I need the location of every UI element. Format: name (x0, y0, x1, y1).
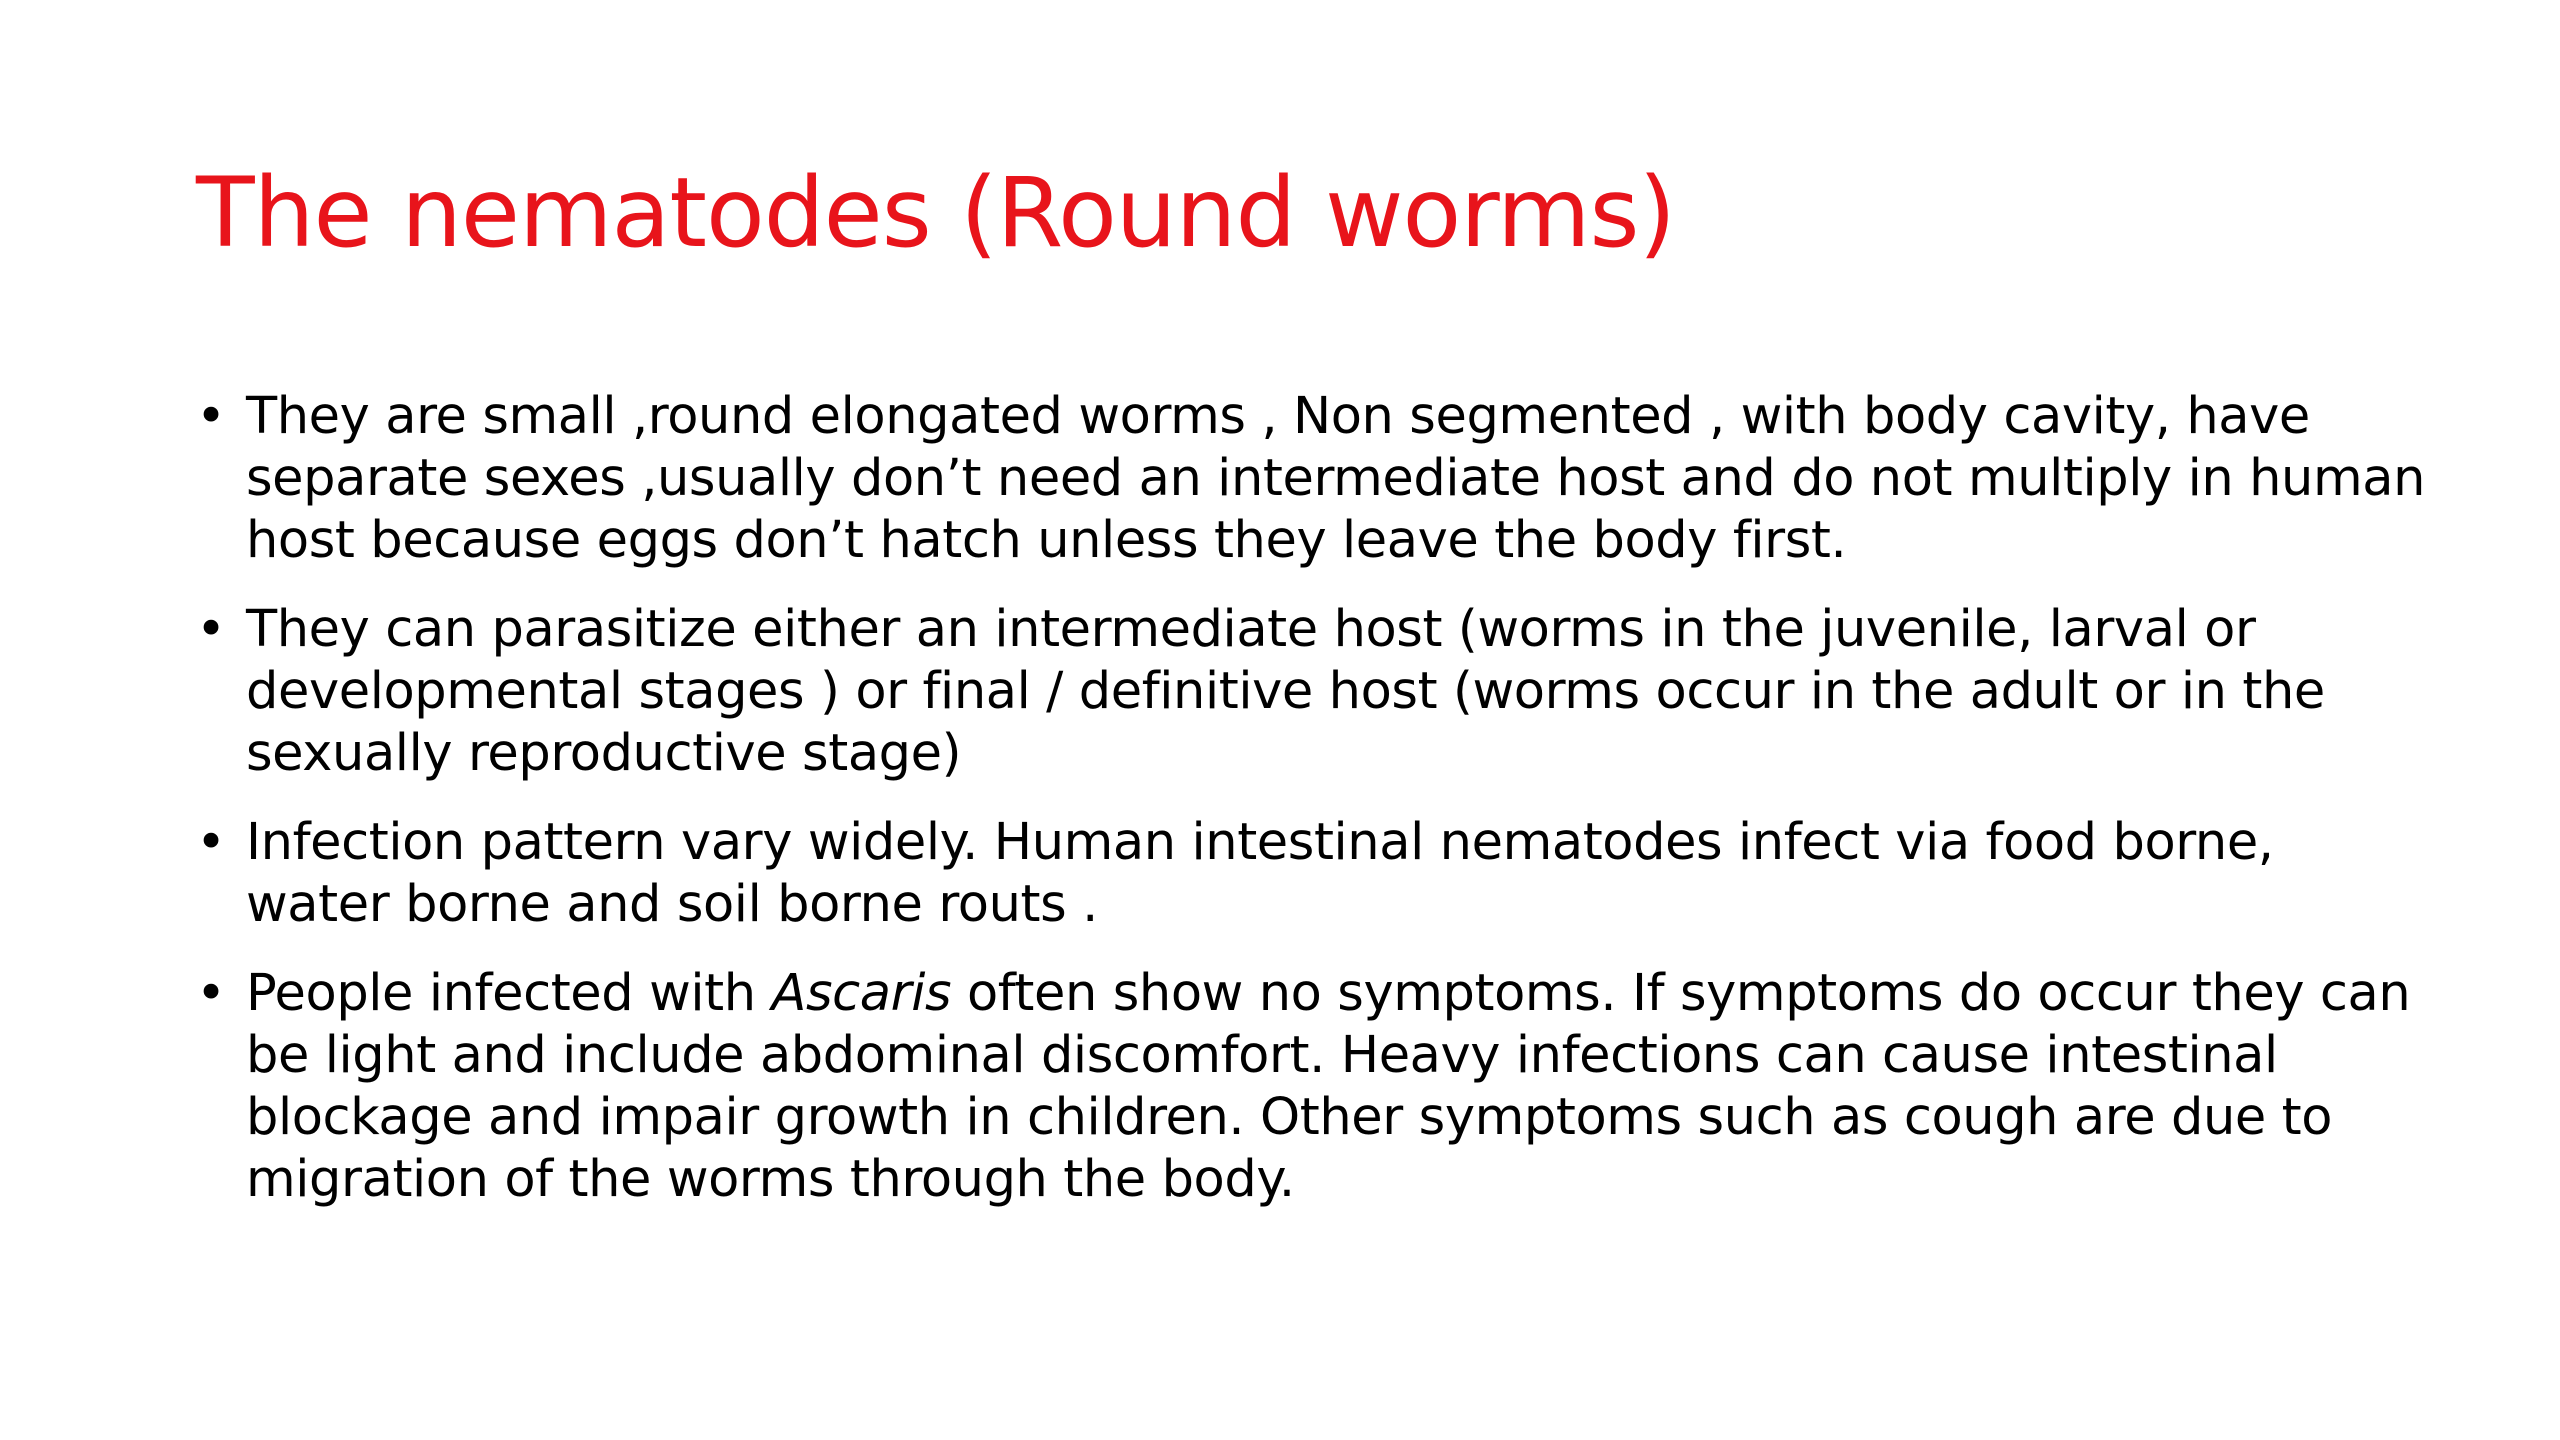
bullet-list (196, 386, 2426, 1238)
bullet-dot-icon: • (196, 813, 226, 872)
bullet-text: They can parasitize either an intermediate host (worms in the juvenile, larval or developmental stages ) or final / definitive host (worms occur in the adult or in the sexually reproductive stage) (246, 600, 2325, 783)
bullet-text (246, 964, 2410, 1209)
bullet-text-start: People infected with (246, 964, 772, 1023)
bullet-text: Infection pattern vary widely. Human intestinal nematodes infect via food borne, water borne and soil borne routs . (246, 813, 2274, 934)
ascaris-italic: Ascaris (771, 964, 952, 1023)
slide-title: The nematodes (Round worms) (196, 157, 1675, 269)
bullet-dot-icon: • (196, 600, 226, 659)
bullet-dot-icon: • (196, 387, 226, 446)
bullet-text: They are small ,round elongated worms , Non segmented , with body cavity, have separate sexes ,usually don’t need an intermediate host and do not multiply in human host because eggs don’t hatch unless they leave the body first. (246, 387, 2426, 570)
bullet-text-end: often show no symptoms. If symptoms do occur they can be light and include abdominal discomfort. Heavy infections can cause intestinal blockage and impair growth in children. Other symptoms such as cough are due to migration of the worms through the body. (246, 964, 2411, 1209)
bullet-item (196, 963, 2426, 1211)
bullet-item (196, 386, 2426, 572)
bullet-dot-icon: • (196, 964, 226, 1023)
bullet-item (196, 812, 2426, 936)
bullet-item (196, 599, 2426, 785)
